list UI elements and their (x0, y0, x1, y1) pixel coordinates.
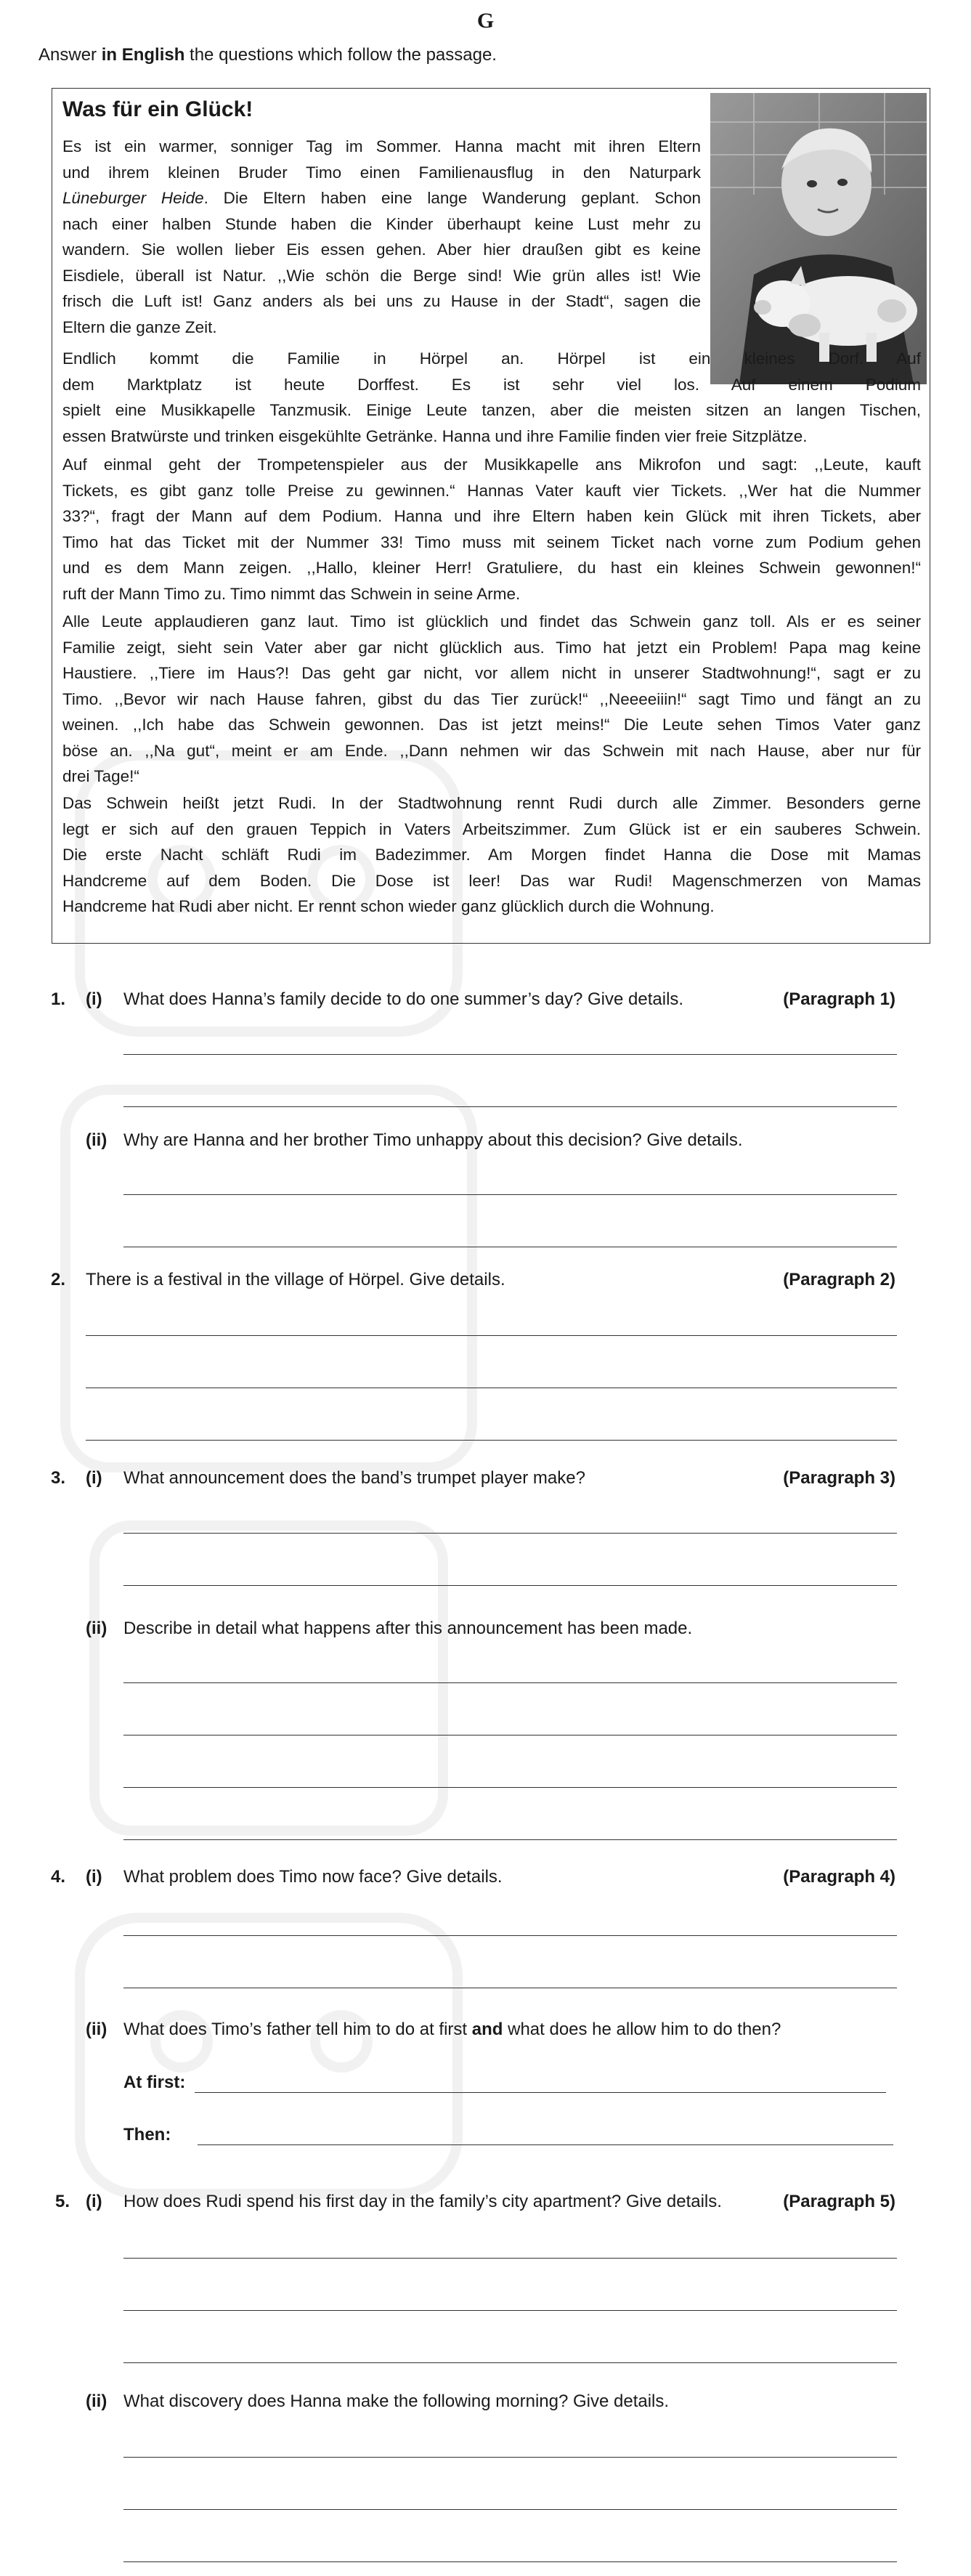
answer-line[interactable] (123, 1054, 897, 1055)
answer-line[interactable] (123, 1533, 897, 1534)
passage-line: Timo. ,,Bevor wir nach Hause fahren, gibst du das Tier zurück!“ ,,Neeeeiiin!“ sagt Timo und fängt an zu (62, 689, 921, 708)
passage-line: Handcreme hat Rudi aber nicht. Er rennt schon wieder ganz glücklich durch die Wohnung. (62, 897, 715, 915)
question-4i-label: (i) (86, 1867, 102, 1887)
answer-line[interactable] (86, 1335, 897, 1336)
passage-line: Tickets, es gibt ganz tolle Preise zu gewinnen.“ Hannas Vater kauft vier Tickets. ,,Wer hat die Nummer (62, 481, 921, 500)
passage-line: essen Bratwürste und trinken eisgekühlte Getränke. Hanna und ihre Familie finden vier freie Sitzplätze. (62, 426, 808, 445)
passage-line (62, 185, 701, 211)
passage-text-segment: . Die Eltern haben eine lange Wanderung geplant. Schon (203, 189, 701, 207)
instruction-text: Answer in English the questions which follow the passage. (38, 45, 497, 65)
at-first-label: At first: (123, 2073, 186, 2092)
question-3i-text: What announcement does the band’s trumpet player make? (123, 1468, 585, 1488)
passage-title: Was für ein Glück! (62, 97, 253, 121)
passage-line: Endlich kommt die Familie in Hörpel an. Hörpel ist ein kleines Dorf. Auf (62, 349, 921, 368)
question-1i-text: What does Hanna’s family decide to do one summer’s day? Give details. (123, 989, 684, 1009)
passage-line: Timo hat das Ticket mit der Nummer 33! Timo muss mit seinem Ticket nach vorne zum Podium gehen (62, 532, 921, 551)
passage-paragraph-3 (62, 452, 921, 607)
question-5ii-label: (ii) (86, 2391, 107, 2411)
boy-holding-piglet-photo (710, 93, 927, 384)
answer-line[interactable] (123, 2457, 897, 2458)
answer-line[interactable] (123, 1585, 897, 1586)
question-5-number: 5. (55, 2192, 70, 2211)
answer-line[interactable] (123, 2509, 897, 2510)
passage-line: dem Marktplatz ist heute Dorffest. Es ist sehr viel los. Auf einem Podium (62, 375, 921, 394)
passage-paragraph-2 (62, 346, 921, 449)
answer-line[interactable] (123, 2561, 897, 2562)
question-4ii-text: What does Timo’s father tell him to do at first and what does he allow him to do then? (123, 2020, 781, 2039)
question-1ii-label: (ii) (86, 1130, 107, 1150)
question-3ii-label: (ii) (86, 1619, 107, 1638)
answer-line[interactable] (123, 1787, 897, 1788)
question-1-number: 1. (51, 989, 66, 1009)
section-letter: G (476, 9, 495, 33)
passage-line: Eltern die ganze Zeit. (62, 317, 217, 336)
question-5i-label: (i) (86, 2192, 102, 2211)
passage-line: Alle Leute applaudieren ganz laut. Timo ist glücklich und findet das Schwein ganz toll. Als er es seiner (62, 612, 921, 631)
passage-line: legt er sich auf den grauen Teppich in Vaters Arbeitszimmer. Zum Glück ist er ein sauberes Schwein. (62, 819, 921, 838)
answer-line[interactable] (123, 1839, 897, 1840)
passage-line: böse an. ,,Na gut“, meint er am Ende. ,,Dann nehmen wir das Schwein mit nach Hause, aber nur für (62, 741, 921, 760)
answer-line[interactable] (123, 1935, 897, 1936)
passage-line: ruft der Mann Timo zu. Timo nimmt das Schwein in seine Arme. (62, 584, 521, 603)
passage-line: drei Tage!“ (62, 767, 139, 785)
then-answer-line[interactable] (198, 2144, 893, 2145)
question-1-paragraph-ref: (Paragraph 1) (783, 989, 895, 1009)
passage-line: Das Schwein heißt jetzt Rudi. In der Stadtwohnung rennt Rudi durch alle Zimmer. Besonders gerne (62, 794, 921, 812)
question-1i-label: (i) (86, 989, 102, 1009)
passage-line: Eisdiele, überall ist Natur. ,,Wie schön die Berge sind! Wie grün alles ist! Wie (62, 266, 701, 285)
answer-line[interactable] (86, 1440, 897, 1441)
passage-line: weinen. ,,Ich habe das Schwein gewonnen. Das ist jetzt meins!“ Die Leute sehen Timos Vater ganz (62, 716, 921, 734)
answer-line[interactable] (123, 1194, 897, 1195)
at-first-answer-line[interactable] (195, 2092, 886, 2093)
question-5-paragraph-ref: (Paragraph 5) (783, 2192, 895, 2211)
passage-line: spielt eine Musikkapelle Tanzmusik. Einige Leute tanzen, aber die meisten sitzen an langen Tischen, (62, 401, 921, 419)
passage-line: frisch die Luft ist! Ganz anders als bei uns zu Hause in der Stadt“, sagen die (62, 292, 701, 310)
italic-place-name: Lüneburger Heide (62, 189, 204, 207)
question-5ii-text: What discovery does Hanna make the following morning? Give details. (123, 2391, 670, 2411)
passage-line: Auf einmal geht der Trompetenspieler aus der Musikkapelle ans Mikrofon und sagt: ,,Leute, kauft (62, 455, 921, 474)
question-3-paragraph-ref: (Paragraph 3) (783, 1468, 895, 1488)
passage-line: und es dem Mann zeigen. ,,Hallo, kleiner Herr! Gratuliere, du hast ein kleines Schwein gewonnen!“ (62, 559, 921, 577)
question-4-number: 4. (51, 1867, 66, 1887)
answer-line[interactable] (123, 1682, 897, 1683)
passage-paragraph-4 (62, 609, 921, 790)
question-4ii-label: (ii) (86, 2020, 107, 2039)
passage-line: Handcreme auf dem Boden. Die Dose ist leer! Das war Rudi! Magenschmerzen von Mamas (62, 871, 921, 890)
passage-line: Es ist ein warmer, sonniger Tag im Sommer. Hanna macht mit ihren Eltern (62, 137, 701, 155)
passage-line: und ihrem kleinen Bruder Timo einen Familienausflug in den Naturpark (62, 163, 701, 182)
question-3-number: 3. (51, 1468, 66, 1488)
answer-line[interactable] (123, 2310, 897, 2311)
passage-line: Die erste Nacht schläft Rudi im Badezimmer. Am Morgen findet Hanna die Dose mit Mamas (62, 846, 921, 864)
question-4-paragraph-ref: (Paragraph 4) (783, 1867, 895, 1887)
passage-box (52, 88, 930, 944)
question-4i-text: What problem does Timo now face? Give details. (123, 1867, 503, 1887)
passage-line: 33?“, fragt der Mann auf dem Podium. Hanna und ihre Eltern haben kein Glück mit ihren Tickets, aber (62, 507, 921, 525)
answer-line[interactable] (123, 2362, 897, 2363)
question-5i-text: How does Rudi spend his first day in the family’s city apartment? Give details. (123, 2192, 722, 2211)
instruction-emphasis: in English (101, 45, 185, 65)
answer-line[interactable] (123, 1106, 897, 1107)
question-2-number: 2. (51, 1270, 66, 1289)
question-2-text: There is a festival in the village of Hörpel. Give details. (86, 1270, 505, 1289)
passage-line: nach einer halben Stunde haben die Kinder überhaupt keine Lust mehr zu (62, 214, 701, 233)
answer-line[interactable] (123, 2258, 897, 2259)
question-2-paragraph-ref: (Paragraph 2) (783, 1270, 895, 1289)
question-4ii-emphasis: and (471, 2020, 503, 2039)
question-1ii-text: Why are Hanna and her brother Timo unhappy about this decision? Give details. (123, 1130, 743, 1150)
passage-paragraph-5 (62, 790, 921, 920)
question-3ii-text: Describe in detail what happens after this announcement has been made. (123, 1619, 693, 1638)
passage-line: Familie zeigt, sieht sein Vater aber gar nicht glücklich aus. Timo hat jetzt ein Problem! Papa mag keine (62, 638, 921, 657)
passage-line: Haustiere. ,,Tiere im Haus?! Das geht gar nicht, vor allem nicht in unserer Stadtwohnung!“, sagt er zu (62, 664, 921, 682)
passage-paragraph-1 (62, 134, 701, 340)
question-3i-label: (i) (86, 1468, 102, 1488)
passage-line: wandern. Sie wollen lieber Eis essen gehen. Aber hier draußen gibt es keine (62, 240, 701, 259)
then-label: Then: (123, 2125, 171, 2144)
